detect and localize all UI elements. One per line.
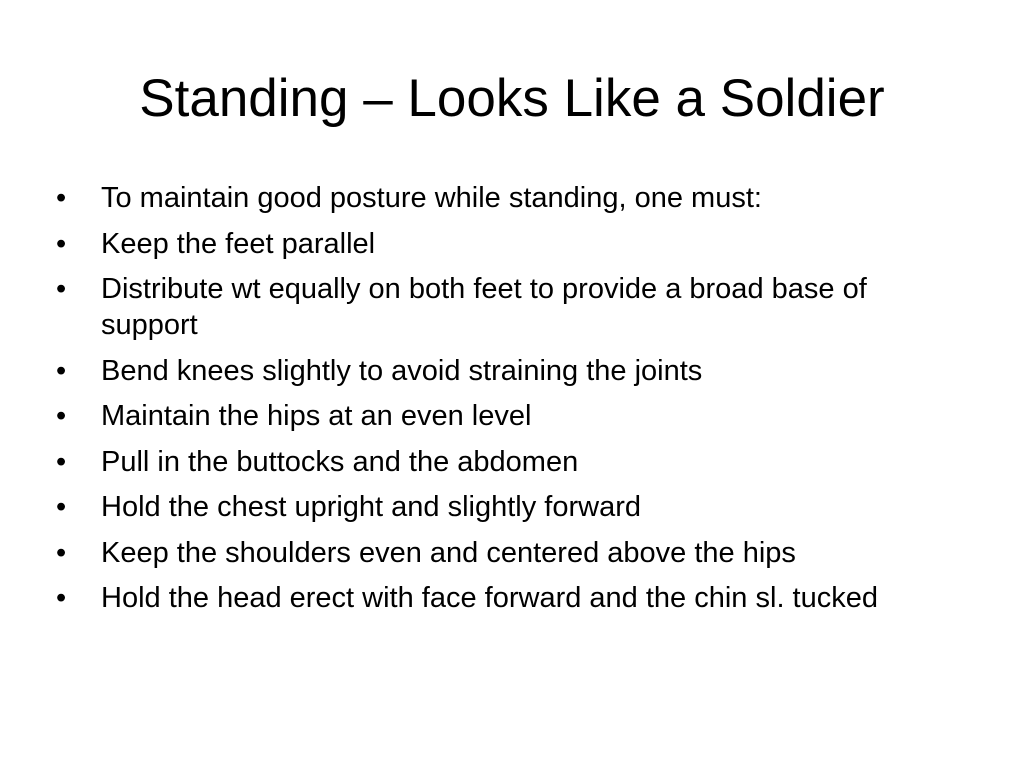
bullet-icon: •	[56, 354, 67, 387]
list-item	[56, 580, 946, 616]
bullet-text: Hold the head erect with face forward and the chin sl. tucked	[101, 582, 878, 614]
bullet-text: Distribute wt equally on both feet to provide a broad base of support	[101, 273, 867, 341]
bullet-text: Keep the shoulders even and centered above the hips	[101, 536, 796, 569]
bullet-icon: •	[56, 182, 67, 214]
bullet-icon: •	[56, 400, 67, 432]
bullet-icon: •	[56, 536, 67, 569]
slide-title: Standing – Looks Like a Soldier	[139, 69, 885, 128]
bullet-text: Keep the feet parallel	[101, 227, 376, 260]
list-item	[56, 180, 946, 216]
bullet-text: Hold the chest upright and slightly forward	[101, 491, 642, 523]
bullet-icon: •	[56, 227, 67, 260]
list-item	[56, 271, 946, 343]
bullet-list	[56, 180, 946, 626]
bullet-icon: •	[56, 273, 67, 305]
bullet-icon: •	[56, 491, 67, 523]
list-item	[56, 535, 946, 571]
bullet-text: To maintain good posture while standing, one must:	[101, 182, 762, 214]
list-item	[56, 444, 946, 480]
bullet-icon: •	[56, 582, 67, 614]
bullet-icon: •	[56, 445, 67, 478]
bullet-text: Pull in the buttocks and the abdomen	[101, 445, 579, 478]
list-item	[56, 353, 946, 389]
bullet-text: Bend knees slightly to avoid straining the joints	[101, 354, 703, 387]
list-item	[56, 489, 946, 525]
list-item	[56, 226, 946, 262]
list-item	[56, 398, 946, 434]
bullet-text: Maintain the hips at an even level	[101, 400, 532, 432]
